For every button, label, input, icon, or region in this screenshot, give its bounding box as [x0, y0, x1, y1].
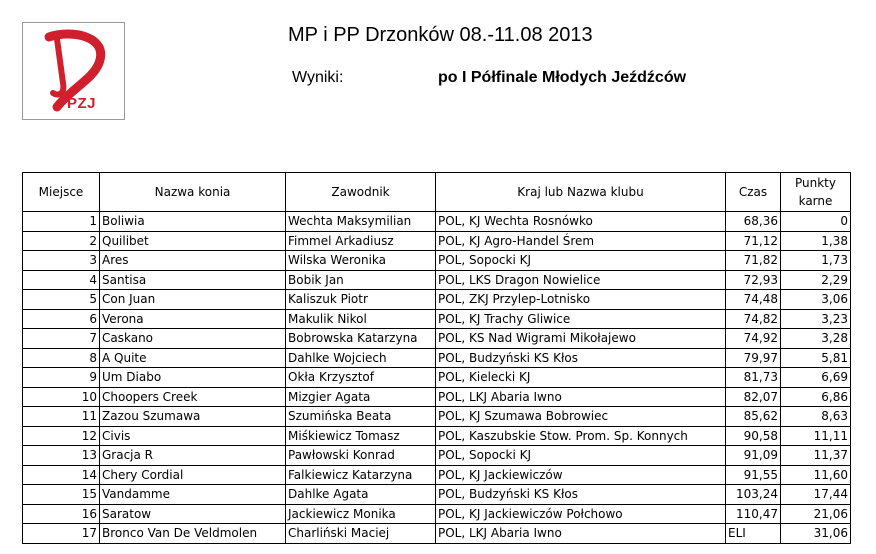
results-label: Wyniki: — [292, 69, 344, 86]
cell-place: 17 — [23, 524, 100, 544]
cell-horse: A Quite — [100, 348, 286, 368]
cell-rider: Wilska Weronika — [286, 251, 436, 271]
table-row — [23, 387, 851, 407]
cell-horse: Boliwia — [100, 212, 286, 232]
cell-penalty: 11,11 — [781, 426, 851, 446]
cell-place: 13 — [23, 446, 100, 466]
cell-time: 91,09 — [726, 446, 781, 466]
cell-penalty: 11,60 — [781, 465, 851, 485]
cell-club: POL, KS Nad Wigrami Mikołajewo — [436, 329, 726, 349]
cell-time: 79,97 — [726, 348, 781, 368]
cell-penalty: 11,37 — [781, 446, 851, 466]
cell-rider: Okła Krzysztof — [286, 368, 436, 388]
cell-rider: Fimmel Arkadiusz — [286, 231, 436, 251]
cell-horse: Bronco Van De Veldmolen — [100, 524, 286, 544]
cell-place: 7 — [23, 329, 100, 349]
cell-rider: Mizgier Agata — [286, 387, 436, 407]
cell-place: 6 — [23, 309, 100, 329]
cell-horse: Vandamme — [100, 485, 286, 505]
table-row — [23, 290, 851, 310]
cell-club: POL, LKJ Abaria Iwno — [436, 524, 726, 544]
cell-horse: Choopers Creek — [100, 387, 286, 407]
cell-place: 2 — [23, 231, 100, 251]
cell-club: POL, LKJ Abaria Iwno — [436, 387, 726, 407]
header-horse: Nazwa konia — [100, 173, 286, 212]
table-row — [23, 524, 851, 544]
table-row — [23, 231, 851, 251]
cell-rider: Wechta Maksymilian — [286, 212, 436, 232]
cell-horse: Ares — [100, 251, 286, 271]
pzj-logo — [22, 22, 125, 120]
cell-time: 71,82 — [726, 251, 781, 271]
cell-penalty: 3,28 — [781, 329, 851, 349]
cell-penalty: 3,23 — [781, 309, 851, 329]
cell-club: POL, KJ Jackiewiczów — [436, 465, 726, 485]
cell-penalty: 3,06 — [781, 290, 851, 310]
cell-time: ELI — [726, 524, 781, 544]
cell-place: 4 — [23, 270, 100, 290]
cell-time: 103,24 — [726, 485, 781, 505]
cell-club: POL, LKS Dragon Nowielice — [436, 270, 726, 290]
header-time: Czas — [726, 173, 781, 212]
cell-penalty: 31,06 — [781, 524, 851, 544]
cell-time: 74,82 — [726, 309, 781, 329]
cell-time: 91,55 — [726, 465, 781, 485]
cell-rider: Pawłowski Konrad — [286, 446, 436, 466]
table-row — [23, 407, 851, 427]
cell-place: 11 — [23, 407, 100, 427]
table-row — [23, 270, 851, 290]
cell-rider: Szumińska Beata — [286, 407, 436, 427]
cell-rider: Dahlke Wojciech — [286, 348, 436, 368]
cell-penalty: 17,44 — [781, 485, 851, 505]
table-row — [23, 329, 851, 349]
cell-place: 1 — [23, 212, 100, 232]
cell-horse: Saratow — [100, 504, 286, 524]
cell-club: POL, Kielecki KJ — [436, 368, 726, 388]
cell-rider: Kaliszuk Piotr — [286, 290, 436, 310]
header-penalty — [781, 173, 851, 212]
header-rider: Zawodnik — [286, 173, 436, 212]
header-place: Miejsce — [23, 173, 100, 212]
table-row — [23, 309, 851, 329]
table-row — [23, 504, 851, 524]
cell-penalty: 0 — [781, 212, 851, 232]
table-row — [23, 426, 851, 446]
table-row — [23, 446, 851, 466]
cell-place: 12 — [23, 426, 100, 446]
cell-horse: Gracja R — [100, 446, 286, 466]
cell-penalty: 8,63 — [781, 407, 851, 427]
cell-club: POL, KJ Agro-Handel Śrem — [436, 231, 726, 251]
results-table — [22, 172, 851, 544]
header-penalty-line2: karne — [798, 194, 833, 208]
logo-text: PZJ — [67, 95, 97, 112]
cell-place: 8 — [23, 348, 100, 368]
cell-penalty: 1,73 — [781, 251, 851, 271]
cell-horse: Con Juan — [100, 290, 286, 310]
cell-horse: Zazou Szumawa — [100, 407, 286, 427]
cell-place: 14 — [23, 465, 100, 485]
header-penalty-line1: Punkty — [795, 176, 836, 190]
cell-rider: Falkiewicz Katarzyna — [286, 465, 436, 485]
table-row — [23, 348, 851, 368]
cell-rider: Makulik Nikol — [286, 309, 436, 329]
table-row — [23, 212, 851, 232]
cell-horse: Quilibet — [100, 231, 286, 251]
cell-club: POL, KJ Trachy Gliwice — [436, 309, 726, 329]
cell-time: 68,36 — [726, 212, 781, 232]
cell-club: POL, KJ Wechta Rosnówko — [436, 212, 726, 232]
cell-time: 74,92 — [726, 329, 781, 349]
cell-horse: Civis — [100, 426, 286, 446]
cell-time: 81,73 — [726, 368, 781, 388]
cell-rider: Bobik Jan — [286, 270, 436, 290]
cell-penalty: 1,38 — [781, 231, 851, 251]
cell-rider: Dahlke Agata — [286, 485, 436, 505]
cell-time: 90,58 — [726, 426, 781, 446]
cell-penalty: 5,81 — [781, 348, 851, 368]
cell-club: POL, Sopocki KJ — [436, 251, 726, 271]
header-club: Kraj lub Nazwa klubu — [436, 173, 726, 212]
cell-time: 71,12 — [726, 231, 781, 251]
table-row — [23, 465, 851, 485]
round-label: po I Półfinale Młodych Jeźdźców — [438, 69, 687, 86]
cell-rider: Bobrowska Katarzyna — [286, 329, 436, 349]
table-row — [23, 485, 851, 505]
cell-rider: Jackiewicz Monika — [286, 504, 436, 524]
cell-club: POL, Budzyński KS Kłos — [436, 485, 726, 505]
cell-time: 74,48 — [726, 290, 781, 310]
cell-place: 9 — [23, 368, 100, 388]
cell-club: POL, Budzyński KS Kłos — [436, 348, 726, 368]
cell-club: POL, Sopocki KJ — [436, 446, 726, 466]
cell-club: POL, ZKJ Przylep-Lotnisko — [436, 290, 726, 310]
cell-rider: Miśkiewicz Tomasz — [286, 426, 436, 446]
cell-club: POL, KJ Jackiewiczów Połchowo — [436, 504, 726, 524]
table-row — [23, 251, 851, 271]
cell-horse: Um Diabo — [100, 368, 286, 388]
cell-penalty: 6,69 — [781, 368, 851, 388]
cell-horse: Chery Cordial — [100, 465, 286, 485]
cell-place: 15 — [23, 485, 100, 505]
cell-rider: Charliński Maciej — [286, 524, 436, 544]
table-row — [23, 368, 851, 388]
cell-place: 5 — [23, 290, 100, 310]
page-title: MP i PP Drzonków 08.-11.08 2013 — [288, 24, 593, 46]
cell-time: 85,62 — [726, 407, 781, 427]
cell-time: 110,47 — [726, 504, 781, 524]
cell-time: 82,07 — [726, 387, 781, 407]
cell-horse: Santisa — [100, 270, 286, 290]
cell-penalty: 6,86 — [781, 387, 851, 407]
table-header-row — [23, 173, 851, 212]
cell-horse: Verona — [100, 309, 286, 329]
cell-place: 16 — [23, 504, 100, 524]
cell-penalty: 2,29 — [781, 270, 851, 290]
cell-horse: Caskano — [100, 329, 286, 349]
cell-club: POL, Kaszubskie Stow. Prom. Sp. Konnych — [436, 426, 726, 446]
cell-place: 3 — [23, 251, 100, 271]
cell-club: POL, KJ Szumawa Bobrowiec — [436, 407, 726, 427]
cell-place: 10 — [23, 387, 100, 407]
cell-penalty: 21,06 — [781, 504, 851, 524]
cell-time: 72,93 — [726, 270, 781, 290]
